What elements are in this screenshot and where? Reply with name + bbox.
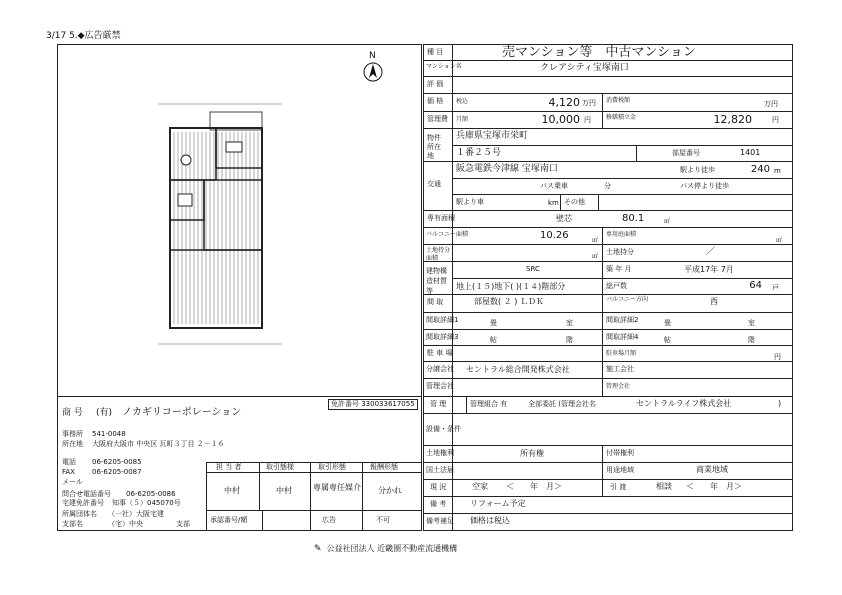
area-unit: ㎡ <box>664 218 671 225</box>
repair-fund-value: 12,820 <box>713 113 752 126</box>
license-no-label: 宅建免許番号 <box>62 499 104 507</box>
status-date: ＜ 年 月＞ <box>506 482 562 491</box>
other-label: その他 <box>564 198 585 206</box>
layout-label: 間 取 <box>427 298 444 306</box>
balcony-area-unit: ㎡ <box>592 237 599 244</box>
footer-text: 公益社団法人 近畿圏不動産流通機構 <box>326 544 458 553</box>
total-units-value: 64 <box>749 280 762 291</box>
branch-label: 支部名 <box>62 520 83 528</box>
detail3-floor: 階 <box>566 336 573 344</box>
price-unit: 万円 <box>582 99 596 107</box>
detail1-room: 室 <box>566 319 573 327</box>
license-no-value: 知事（５）045070号 <box>112 499 181 507</box>
price-sub: 税込 <box>456 98 469 105</box>
note-value: リフォーム予定 <box>470 499 526 508</box>
balcony-area-value: 10.26 <box>540 230 569 241</box>
office-label: 事務所 <box>62 430 83 438</box>
fax-label: FAX <box>62 468 75 476</box>
land-ratio-label: 土地持分 <box>606 248 634 256</box>
detail4-floor: 階 <box>748 336 755 344</box>
national-land-label: 国土法届 <box>426 466 454 474</box>
zoning-value: 商業地域 <box>696 465 728 474</box>
zoning-label: 用途地域 <box>606 466 634 474</box>
room-number-label: 部屋番号 <box>672 149 700 157</box>
delivery-value: 相談 <box>656 482 672 491</box>
company-name: ノカギリコーポレーション <box>122 407 242 418</box>
note2-value: 価格は税込 <box>470 516 510 525</box>
location-label: 物件所在地 <box>427 134 441 160</box>
trade-fee: 分かれ <box>378 486 402 495</box>
station: 阪急電鉄今津線 宝塚南口 <box>456 164 558 174</box>
walk-value: 240 <box>750 164 770 175</box>
parking-fee-unit: 円 <box>774 353 781 361</box>
private-garden-unit: ㎡ <box>776 237 783 244</box>
management-association: 管理組合 有 <box>470 400 508 408</box>
land-right-label: 土地権利 <box>426 449 454 457</box>
balcony-direction-label: バルコニー方向 <box>606 296 649 303</box>
mansion-name-label: マンション名 <box>426 63 462 70</box>
bus-walk-label: バス停より徒歩 <box>680 182 729 190</box>
footer <box>314 536 457 555</box>
detail2-room: 室 <box>748 319 755 327</box>
repair-fund-unit: 円 <box>772 116 779 124</box>
address-label: 所在地 <box>62 440 83 448</box>
fax-value: 06-6205-0087 <box>92 468 142 476</box>
area-label: 専有面積 <box>427 214 455 222</box>
mgmt-fee-sub: 月額 <box>456 116 469 123</box>
management-label: 管 理 <box>430 400 447 408</box>
contact-tel-value: 06-6205-0086 <box>126 490 176 498</box>
note2-label: 備考補足 <box>426 517 454 525</box>
mail-label: メール <box>62 478 83 486</box>
delivery-label: 引 渡 <box>610 483 627 491</box>
layout-detail4-label: 間取詳細4 <box>606 333 639 341</box>
tax-unit: 万円 <box>764 100 778 108</box>
branch-suffix: 支部 <box>176 520 190 528</box>
tel-value: 06-6205-0085 <box>92 458 142 466</box>
balcony-direction: 西 <box>710 297 718 306</box>
management-method: 全部委託 (管理会社名 <box>528 400 596 408</box>
layout-detail3-label: 間取詳細3 <box>426 333 459 341</box>
north-arrow-icon: N <box>362 52 384 82</box>
built-value: 平成17年 7月 <box>684 265 734 274</box>
note-label: 備 考 <box>430 500 447 508</box>
layout-detail1-label: 間取詳細1 <box>426 316 459 324</box>
trade-header-person: 担 当 者 <box>216 463 242 471</box>
mgmt-fee-value: 10,000 <box>541 113 580 126</box>
mgmt-fee-unit: 円 <box>584 116 591 124</box>
built-label: 築 年 月 <box>606 265 632 273</box>
detail1-tatami: 畳 <box>490 319 497 327</box>
trade-header-fee: 報酬形態 <box>370 463 398 471</box>
trade-header-mode: 取引態様 <box>266 463 294 471</box>
license-number-box: 免許番号 330033617055 <box>328 399 418 410</box>
balcony-area-label: バルコニー面積 <box>426 231 469 238</box>
area-value: 80.1 <box>622 213 645 224</box>
land-ratio-value: ／ <box>706 247 716 257</box>
traffic-label: 交通 <box>427 180 441 188</box>
detail4-tatami: 帖 <box>664 336 671 344</box>
association-value: （一社）大阪宅建 <box>108 510 164 518</box>
delivery-date: ＜ 年 月＞ <box>686 482 742 491</box>
private-garden-label: 専用庭面積 <box>606 231 637 238</box>
seller-label: 分譲会社 <box>426 365 454 373</box>
ad-value: 不可 <box>376 516 390 524</box>
trade-person: 中村 <box>224 486 240 495</box>
location-line1: 兵庫県宝塚市栄町 <box>456 131 529 141</box>
trade-form: 専属専任媒介 <box>313 483 361 492</box>
structure-value: SRC <box>526 265 540 273</box>
manager-company-label: 管理会社 <box>426 382 454 390</box>
approval-label: 承認番号/額 <box>210 516 248 524</box>
walk-label: 駅より徒歩 <box>680 166 715 174</box>
bus-minutes: 分 <box>604 182 611 190</box>
price-label: 価 格 <box>427 97 444 105</box>
land-share-unit: ㎡ <box>592 253 599 260</box>
walk-unit: m <box>774 167 781 175</box>
company-type: (有) <box>96 408 113 418</box>
car-label: 駅より車 <box>456 198 484 206</box>
association-logo-icon: ✎ <box>314 544 322 554</box>
tax-label: 消費税額 <box>606 97 631 104</box>
detail2-tatami: 畳 <box>664 319 671 327</box>
total-units-label: 総戸数 <box>606 282 627 290</box>
total-units-unit: 戸 <box>772 284 779 292</box>
branch-value: （宅）中央 <box>108 520 143 528</box>
repair-fund-label: 修繕積立金 <box>606 114 637 121</box>
location-line2: １番２５号 <box>456 148 502 158</box>
land-right-value: 所有権 <box>520 449 544 458</box>
property-title: 売マンション等 中古マンション <box>502 45 696 60</box>
manager-company-label-right: 管理会社 <box>606 383 631 390</box>
status-label: 現 況 <box>430 483 447 491</box>
evaluation-label: 評 価 <box>427 80 444 88</box>
ad-label: 広告 <box>322 516 336 524</box>
association-label: 所属団体名 <box>62 510 97 518</box>
structure-label: 建物構造材質等 <box>426 267 447 295</box>
price-value: 4,120 <box>548 96 580 109</box>
layout-detail2-label: 間取詳細2 <box>606 316 639 324</box>
trade-mode: 中村 <box>276 486 292 495</box>
room-number: 1401 <box>740 148 761 157</box>
detail3-tatami: 帖 <box>490 336 497 344</box>
mgmt-fee-label: 管理費 <box>427 115 448 123</box>
postal-code: 541-0048 <box>92 430 126 438</box>
floor-plan <box>150 98 290 350</box>
floors-value: 地上(１５)地下( )(１４)階部分 <box>456 282 566 291</box>
company-label: 商 号 <box>62 408 83 418</box>
facilities-label: 設備・条件 <box>426 425 461 433</box>
builder-label: 施工会社 <box>606 365 634 373</box>
mansion-name: クレアシティ宝塚南口 <box>540 63 629 73</box>
company-address: 大阪府大阪市 中央区 瓦町３丁目 ２－１６ <box>92 440 225 448</box>
parking-label: 駐 車 場 <box>427 349 453 357</box>
parking-fee-label: 駐車場月額 <box>606 350 637 357</box>
management-close: ) <box>778 399 782 408</box>
header-note: 3/17 5.◆広告厳禁 <box>46 31 121 41</box>
land-share-label: 土地持分面積 <box>426 247 451 262</box>
status-value: 空家 <box>472 482 488 491</box>
tel-label: 電話 <box>62 458 76 466</box>
seller-value: セントラル総合開発株式会社 <box>466 365 570 374</box>
bus-label: バス乗車 <box>540 182 568 190</box>
attached-right-label: 付帯権利 <box>606 449 634 457</box>
contact-tel-label: 問合せ電話番号 <box>62 490 111 498</box>
car-unit: km <box>548 199 559 207</box>
kind-label: 種 目 <box>427 48 444 56</box>
trade-header-form: 取引形態 <box>318 463 346 471</box>
layout-value: 部屋数( ２ ) ＬＤＫ <box>474 297 544 306</box>
management-company: セントラルライフ株式会社 <box>636 399 732 408</box>
area-sub: 壁芯 <box>556 214 572 223</box>
